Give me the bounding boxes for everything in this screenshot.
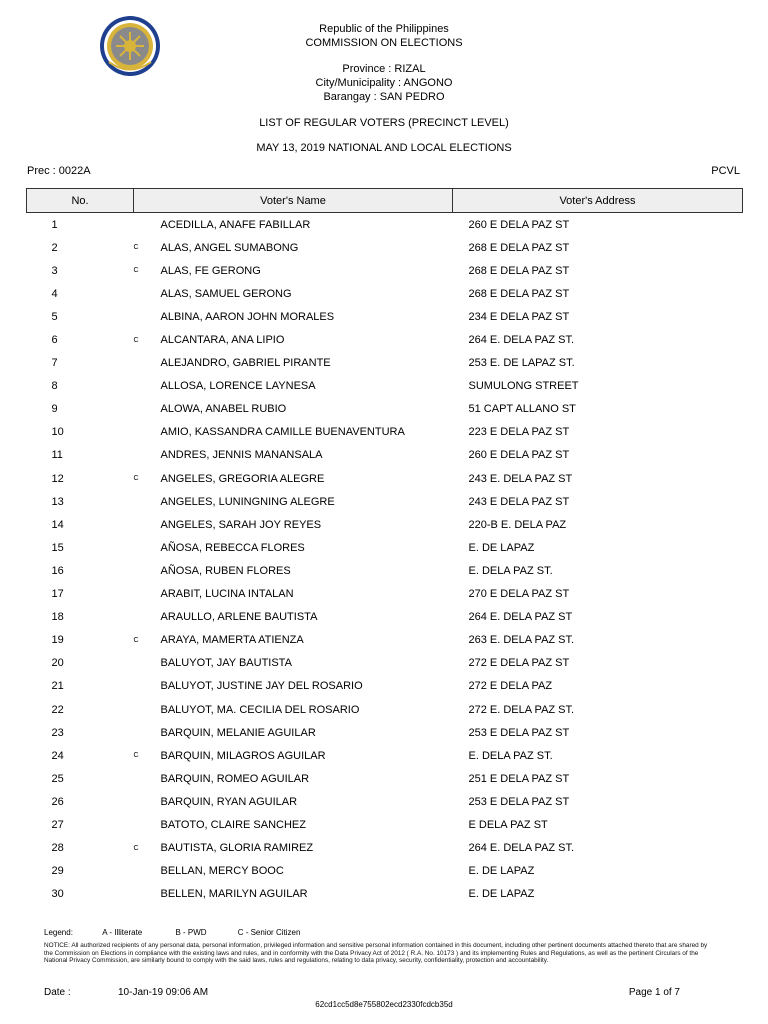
- row-number: 9: [51, 403, 58, 416]
- row-number: 6: [51, 334, 58, 347]
- voter-address: 264 E. DELA PAZ ST: [468, 611, 573, 624]
- row-flag: C: [133, 636, 139, 644]
- table-row: [27, 837, 743, 860]
- voter-address: 251 E DELA PAZ ST: [468, 772, 570, 785]
- voter-name: BARQUIN, MELANIE AGUILAR: [160, 726, 316, 739]
- row-number: 15: [51, 541, 64, 554]
- voter-address: 260 E DELA PAZ ST: [468, 449, 570, 462]
- row-flag: [134, 444, 161, 467]
- barangay-line: Barangay : SAN PEDRO: [323, 91, 445, 103]
- voter-name: AÑOSA, REBECCA FLORES: [160, 541, 305, 554]
- voter-name: ALAS, ANGEL SUMABONG: [160, 241, 299, 254]
- voter-name: BARQUIN, RYAN AGUILAR: [160, 795, 298, 808]
- voter-name: ARAULLO, ARLENE BAUTISTA: [160, 611, 318, 624]
- table-row: [27, 421, 743, 444]
- column-header-address: Voter's Address: [453, 189, 743, 213]
- voter-name: ALBINA, AARON JOHN MORALES: [160, 310, 335, 323]
- voter-name: BALUYOT, MA. CECILIA DEL ROSARIO: [160, 703, 360, 716]
- table-row: [27, 583, 743, 606]
- election-title: MAY 13, 2019 NATIONAL AND LOCAL ELECTIONS: [256, 142, 512, 154]
- table-row: [27, 398, 743, 421]
- row-flag: [134, 790, 161, 813]
- table-row: [27, 236, 743, 259]
- row-number: 28: [51, 842, 64, 855]
- voter-address: 272 E. DELA PAZ ST.: [468, 703, 575, 716]
- row-flag: [134, 513, 161, 536]
- city-line: City/Municipality : ANGONO: [315, 77, 453, 89]
- voter-address: 268 E DELA PAZ ST: [468, 264, 570, 277]
- voter-address: 272 E DELA PAZ: [468, 680, 553, 693]
- row-number: 5: [51, 310, 58, 323]
- row-number: 20: [51, 657, 64, 670]
- date-label: Date :: [44, 987, 71, 998]
- table-row: [27, 813, 743, 836]
- voter-name: BALUYOT, JAY BAUTISTA: [160, 657, 292, 670]
- voter-address: E. DELA PAZ ST.: [468, 749, 553, 762]
- commission-line: COMMISSION ON ELECTIONS: [305, 37, 463, 49]
- table-row: [27, 513, 743, 536]
- row-flag: C: [133, 844, 139, 852]
- row-number: 23: [51, 726, 64, 739]
- voter-address: 263 E. DELA PAZ ST.: [468, 634, 575, 647]
- voter-address: E. DE LAPAZ: [468, 541, 535, 554]
- row-flag: [134, 860, 161, 883]
- voter-name: BELLEN, MARILYN AGUILAR: [160, 888, 308, 901]
- voter-name: ALLOSA, LORENCE LAYNESA: [160, 380, 316, 393]
- row-flag: C: [133, 752, 139, 760]
- table-row: [27, 282, 743, 305]
- table-row: [27, 767, 743, 790]
- row-flag: [134, 652, 161, 675]
- voter-address: 264 E. DELA PAZ ST.: [468, 842, 575, 855]
- voter-address: 243 E DELA PAZ ST: [468, 495, 570, 508]
- voter-address: 270 E DELA PAZ ST: [468, 588, 570, 601]
- table-row: [27, 606, 743, 629]
- row-flag: C: [133, 336, 139, 344]
- row-flag: [134, 721, 161, 744]
- row-number: 22: [51, 703, 64, 716]
- row-number: 14: [51, 518, 64, 531]
- voter-address: 264 E. DELA PAZ ST.: [468, 334, 575, 347]
- voter-address: E. DE LAPAZ: [468, 888, 535, 901]
- voter-name: BAUTISTA, GLORIA RAMIREZ: [160, 842, 314, 855]
- voter-name: ALAS, FE GERONG: [160, 264, 261, 277]
- table-row: [27, 883, 743, 906]
- row-number: 11: [51, 449, 63, 462]
- voter-address: E DELA PAZ ST: [468, 818, 548, 831]
- legend-illiterate: A - Illiterate: [102, 928, 143, 937]
- voter-address: 253 E DELA PAZ ST: [468, 795, 570, 808]
- legend-pwd: B - PWD: [175, 928, 207, 937]
- voter-name: BELLAN, MERCY BOOC: [160, 865, 284, 878]
- row-flag: C: [133, 244, 139, 252]
- date-value: 10-Jan-19 09:06 AM: [118, 987, 209, 998]
- voter-name: ALOWA, ANABEL RUBIO: [160, 403, 287, 416]
- row-flag: [134, 398, 161, 421]
- row-number: 24: [51, 749, 64, 762]
- row-flag: [134, 305, 161, 328]
- column-header-no: No.: [27, 189, 134, 213]
- row-number: 3: [51, 264, 58, 277]
- table-header-row: [27, 189, 743, 213]
- voter-name: ARABIT, LUCINA INTALAN: [160, 588, 294, 601]
- row-number: 21: [51, 680, 64, 693]
- row-flag: [134, 421, 161, 444]
- row-flag: [134, 883, 161, 906]
- table-row: [27, 559, 743, 582]
- table-row: [27, 790, 743, 813]
- row-flag: [134, 375, 161, 398]
- voter-address: 243 E. DELA PAZ ST: [468, 472, 573, 485]
- row-number: 1: [51, 218, 58, 231]
- row-flag: [134, 583, 161, 606]
- row-number: 19: [51, 634, 64, 647]
- row-number: 13: [51, 495, 64, 508]
- row-flag: [134, 282, 161, 305]
- voter-name: ALAS, SAMUEL GERONG: [160, 287, 292, 300]
- voter-name: BATOTO, CLAIRE SANCHEZ: [160, 818, 306, 831]
- voter-address: 268 E DELA PAZ ST: [468, 287, 570, 300]
- table-row: [27, 375, 743, 398]
- row-number: 29: [51, 865, 64, 878]
- row-number: 18: [51, 611, 64, 624]
- table-row: [27, 652, 743, 675]
- voter-address: 234 E DELA PAZ ST: [468, 310, 570, 323]
- table-row: [27, 536, 743, 559]
- legend: [44, 928, 300, 937]
- table-row: [27, 213, 743, 237]
- list-title: LIST OF REGULAR VOTERS (PRECINCT LEVEL): [259, 117, 509, 129]
- row-number: 12: [51, 472, 64, 485]
- voter-name: ARAYA, MAMERTA ATIENZA: [160, 634, 304, 647]
- row-number: 25: [51, 772, 64, 785]
- voter-address: 253 E. DE LAPAZ ST.: [468, 357, 575, 370]
- row-flag: [134, 559, 161, 582]
- table-row: [27, 305, 743, 328]
- table-row: [27, 467, 743, 490]
- row-flag: [134, 606, 161, 629]
- row-flag: [134, 490, 161, 513]
- row-number: 2: [51, 241, 58, 254]
- row-flag: C: [133, 267, 139, 275]
- row-number: 27: [51, 818, 64, 831]
- voters-table: [26, 188, 743, 906]
- row-flag: [134, 698, 161, 721]
- province-line: Province : RIZAL: [342, 63, 426, 75]
- table-row: [27, 860, 743, 883]
- row-number: 26: [51, 795, 64, 808]
- table-row: [27, 490, 743, 513]
- voter-name: ANDRES, JENNIS MANANSALA: [160, 449, 323, 462]
- voter-name: ANGELES, SARAH JOY REYES: [160, 518, 322, 531]
- voter-address: 51 CAPT ALLANO ST: [468, 403, 576, 416]
- voter-name: ANGELES, LUNINGNING ALEGRE: [160, 495, 335, 508]
- voter-name: BARQUIN, MILAGROS AGUILAR: [160, 749, 326, 762]
- row-number: 16: [51, 564, 64, 577]
- header-top: [0, 22, 768, 50]
- voter-address: E. DE LAPAZ: [468, 865, 535, 878]
- table-row: [27, 352, 743, 375]
- voter-name: ANGELES, GREGORIA ALEGRE: [160, 472, 325, 485]
- table-row: [27, 629, 743, 652]
- row-flag: [134, 813, 161, 836]
- page-number: Page 1 of 7: [628, 987, 680, 998]
- voter-name: BARQUIN, ROMEO AGUILAR: [160, 772, 310, 785]
- row-flag: C: [133, 475, 139, 483]
- row-flag: [134, 213, 161, 237]
- voter-address: 223 E DELA PAZ ST: [468, 426, 570, 439]
- table-row: [27, 675, 743, 698]
- table-row: [27, 328, 743, 351]
- column-header-name: Voter's Name: [134, 189, 453, 213]
- voter-name: ALCANTARA, ANA LIPIO: [160, 334, 285, 347]
- voter-address: 268 E DELA PAZ ST: [468, 241, 570, 254]
- voter-name: BALUYOT, JUSTINE JAY DEL ROSARIO: [160, 680, 363, 693]
- voter-address: 220-B E. DELA PAZ: [468, 518, 567, 531]
- row-number: 7: [51, 357, 58, 370]
- list-code: PCVL: [711, 165, 740, 177]
- precinct-label: Prec : 0022A: [27, 165, 91, 177]
- legend-senior: C - Senior Citizen: [237, 928, 301, 937]
- table-row: [27, 698, 743, 721]
- voter-name: AMIO, KASSANDRA CAMILLE BUENAVENTURA: [160, 426, 405, 439]
- row-number: 30: [51, 888, 64, 901]
- row-number: 4: [51, 287, 58, 300]
- voter-name: AÑOSA, RUBEN FLORES: [160, 564, 291, 577]
- legend-label: Legend:: [44, 928, 73, 937]
- row-number: 10: [51, 426, 64, 439]
- voter-address: 272 E DELA PAZ ST: [468, 657, 570, 670]
- table-row: [27, 744, 743, 767]
- document-hash: 62cd1cc5d8e755802ecd2330fcdcb35d: [315, 1000, 453, 1009]
- voter-name: ACEDILLA, ANAFE FABILLAR: [160, 218, 311, 231]
- privacy-notice: NOTICE: All authorized recipients of any personal data, personal information, privileged information and sensitive personal information contained in this document, including other pertinent documents attached thereto that are shared by the Commission on Elections in compliance with the existing laws and rules, and in conformity with the Data Privacy Act of 2012 ( R.A. No. 10173 ) and its implementing Rules and Regulations, as well as the pertinent Circulars of the National Privacy Commission, are similarly bound to comply with the said laws, rules and regulations, relating to data privacy, security, confidentiality, protection and accountability.: [44, 942, 708, 965]
- voter-address: 260 E DELA PAZ ST: [468, 218, 570, 231]
- republic-line: Republic of the Philippines: [319, 23, 449, 35]
- row-flag: [134, 767, 161, 790]
- row-number: 8: [51, 380, 58, 393]
- row-flag: [134, 536, 161, 559]
- row-number: 17: [51, 588, 64, 601]
- row-flag: [134, 352, 161, 375]
- table-row: [27, 259, 743, 282]
- voter-address: E. DELA PAZ ST.: [468, 564, 553, 577]
- row-flag: [134, 675, 161, 698]
- voter-address: 253 E DELA PAZ ST: [468, 726, 570, 739]
- voter-address: SUMULONG STREET: [468, 380, 579, 393]
- voter-name: ALEJANDRO, GABRIEL PIRANTE: [160, 357, 331, 370]
- location-block: [0, 62, 768, 104]
- table-row: [27, 444, 743, 467]
- table-row: [27, 721, 743, 744]
